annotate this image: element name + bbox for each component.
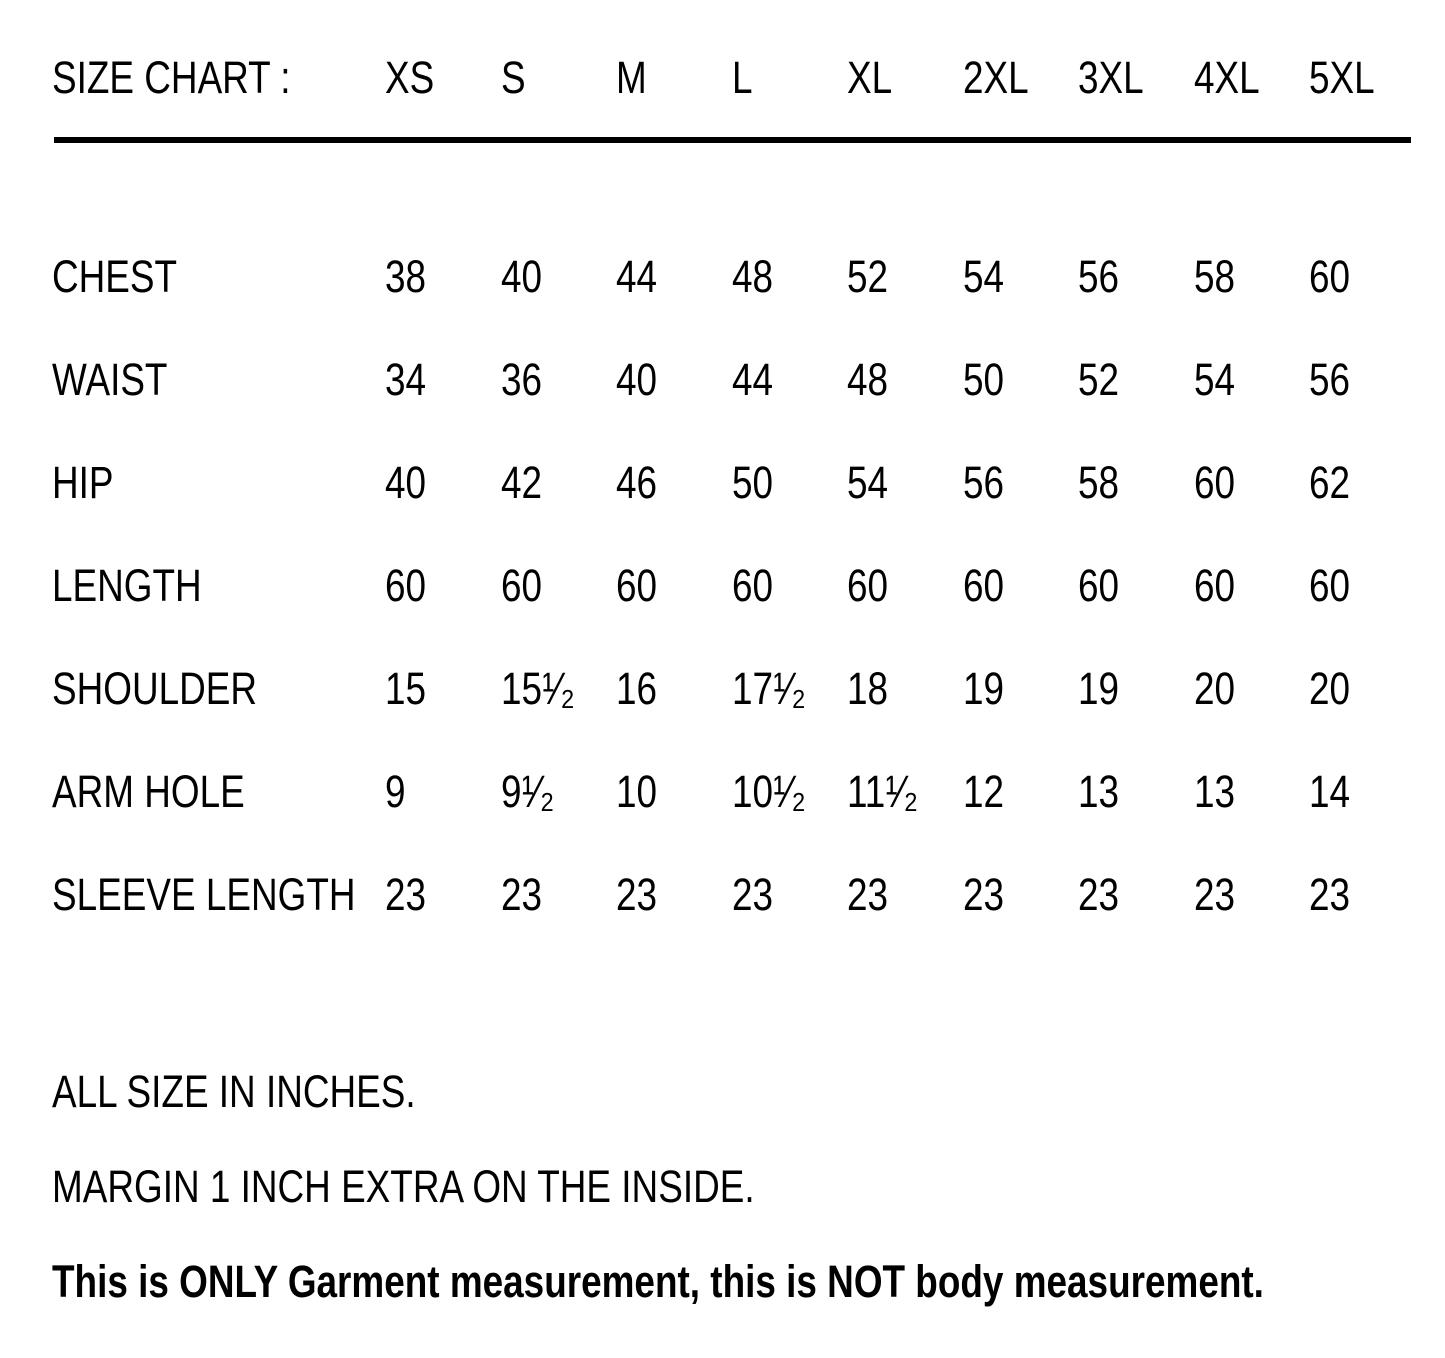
value-cell: 58 <box>1193 251 1235 302</box>
note-all-size-in-inches: ALL SIZE IN INCHES. <box>52 1066 416 1117</box>
value-cell: 40 <box>616 354 658 405</box>
value-cell: 18 <box>847 663 889 714</box>
value-cell: 20 <box>1309 663 1351 714</box>
size-header-xs: XS <box>385 52 435 103</box>
value-cell: 19 <box>962 663 1004 714</box>
row-label: HIP <box>52 457 114 508</box>
note-margin-extra-inside: MARGIN 1 INCH EXTRA ON THE INSIDE. <box>52 1161 755 1212</box>
value-cell: 60 <box>1193 457 1235 508</box>
value-cell: 46 <box>616 457 658 508</box>
value-cell: 60 <box>847 560 889 611</box>
value-cell: 54 <box>962 251 1004 302</box>
value-cell: 50 <box>731 457 773 508</box>
size-header-2xl: 2XL <box>962 52 1029 103</box>
size-header-s: S <box>500 52 526 103</box>
value-cell: 15 <box>385 663 427 714</box>
value-cell: 60 <box>385 560 427 611</box>
value-cell: 11¹⁄₂ <box>847 766 919 817</box>
row-label: ARM HOLE <box>52 766 245 817</box>
value-cell: 15¹⁄₂ <box>500 663 575 714</box>
value-cell: 19 <box>1078 663 1120 714</box>
value-cell: 13 <box>1078 766 1120 817</box>
value-cell: 40 <box>500 251 542 302</box>
value-cell: 42 <box>500 457 542 508</box>
table-row-shoulder <box>52 637 1427 740</box>
value-cell: 52 <box>847 251 889 302</box>
value-cell: 23 <box>847 869 889 920</box>
value-cell: 56 <box>1309 354 1351 405</box>
value-cell: 56 <box>962 457 1004 508</box>
value-cell: 60 <box>1193 560 1235 611</box>
value-cell: 23 <box>1193 869 1235 920</box>
size-header-l: L <box>731 52 753 103</box>
value-cell: 60 <box>1309 251 1351 302</box>
value-cell: 10 <box>616 766 658 817</box>
row-label: SHOULDER <box>52 663 258 714</box>
value-cell: 60 <box>1078 560 1120 611</box>
value-cell: 23 <box>1078 869 1120 920</box>
header-divider-line <box>54 137 1411 143</box>
value-cell: 60 <box>731 560 773 611</box>
value-cell: 23 <box>385 869 427 920</box>
value-cell: 56 <box>1078 251 1120 302</box>
value-cell: 48 <box>847 354 889 405</box>
table-row-arm-hole <box>52 740 1427 843</box>
table-row-length <box>52 534 1427 637</box>
value-cell: 9 <box>385 766 406 817</box>
value-cell: 23 <box>962 869 1004 920</box>
size-chart-title: SIZE CHART : <box>52 52 291 103</box>
value-cell: 54 <box>847 457 889 508</box>
row-label: LENGTH <box>52 560 202 611</box>
footer-notes <box>52 1066 1427 1307</box>
size-header-m: M <box>616 52 647 103</box>
value-cell: 23 <box>1309 869 1351 920</box>
value-cell: 10¹⁄₂ <box>731 766 806 817</box>
value-cell: 9¹⁄₂ <box>500 766 554 817</box>
table-row-hip <box>52 431 1427 534</box>
value-cell: 23 <box>731 869 773 920</box>
table-row-sleeve-length <box>52 843 1427 946</box>
value-cell: 60 <box>1309 560 1351 611</box>
value-cell: 12 <box>962 766 1004 817</box>
value-cell: 44 <box>616 251 658 302</box>
table-row-chest <box>52 225 1427 328</box>
size-chart-table-body <box>52 225 1427 946</box>
value-cell: 36 <box>500 354 542 405</box>
value-cell: 23 <box>500 869 542 920</box>
value-cell: 44 <box>731 354 773 405</box>
row-label: WAIST <box>52 354 168 405</box>
value-cell: 48 <box>731 251 773 302</box>
value-cell: 13 <box>1193 766 1235 817</box>
value-cell: 34 <box>385 354 427 405</box>
value-cell: 54 <box>1193 354 1235 405</box>
value-cell: 23 <box>616 869 658 920</box>
size-header-3xl: 3XL <box>1078 52 1144 103</box>
size-header-4xl: 4XL <box>1193 52 1260 103</box>
size-chart-header-row <box>52 52 1427 103</box>
value-cell: 60 <box>616 560 658 611</box>
table-row-waist <box>52 328 1427 431</box>
value-cell: 60 <box>962 560 1004 611</box>
size-header-xl: XL <box>847 52 893 103</box>
value-cell: 14 <box>1309 766 1351 817</box>
row-label: CHEST <box>52 251 178 302</box>
note-garment-not-body-measurement: This is ONLY Garment measurement, this is NOT body measurement. <box>52 1256 1264 1307</box>
value-cell: 50 <box>962 354 1004 405</box>
value-cell: 38 <box>385 251 427 302</box>
value-cell: 60 <box>500 560 542 611</box>
value-cell: 20 <box>1193 663 1235 714</box>
value-cell: 58 <box>1078 457 1120 508</box>
row-label: SLEEVE LENGTH <box>52 869 356 920</box>
value-cell: 52 <box>1078 354 1120 405</box>
value-cell: 17¹⁄₂ <box>731 663 806 714</box>
value-cell: 40 <box>385 457 427 508</box>
value-cell: 62 <box>1309 457 1351 508</box>
value-cell: 16 <box>616 663 658 714</box>
size-header-5xl: 5XL <box>1309 52 1375 103</box>
